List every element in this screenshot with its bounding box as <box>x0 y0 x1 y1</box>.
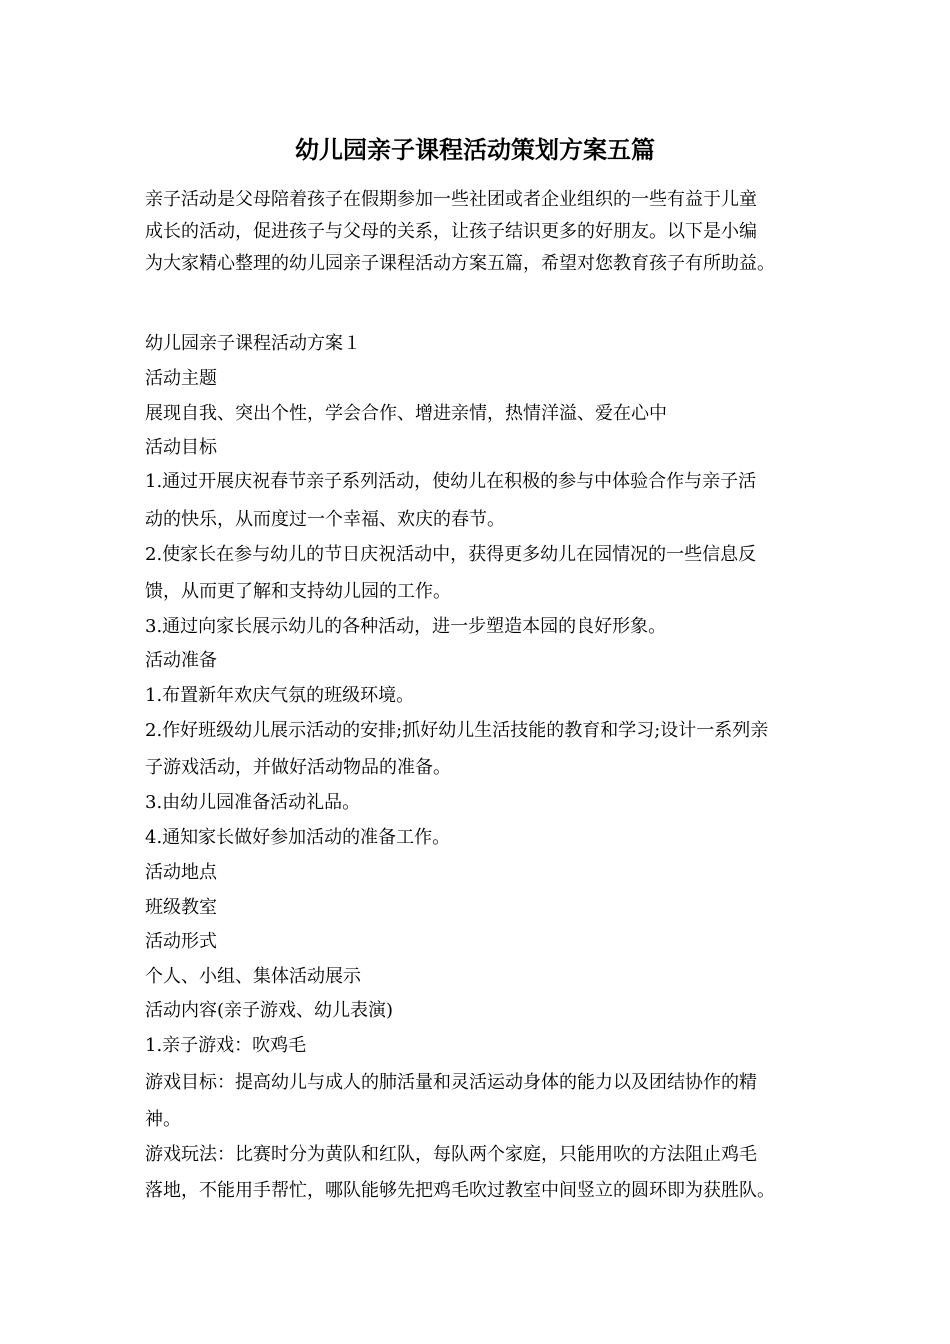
body-line: 1.亲子游戏：吹鸡毛 <box>145 1035 307 1056</box>
intro-line: 亲子活动是父母陪着孩子在假期参加一些社团或者企业组织的一些有益于儿童 <box>145 189 757 210</box>
body-line: 班级教室 <box>145 897 217 918</box>
subheading: 活动内容(亲子游戏、幼儿表演) <box>145 1000 394 1021</box>
subheading: 活动准备 <box>145 650 217 671</box>
intro-paragraph <box>145 184 815 280</box>
body-line: 1.布置新年欢庆气氛的班级环境。 <box>145 685 415 706</box>
subheading: 活动地点 <box>145 862 217 883</box>
intro-line: 为大家精心整理的幼儿园亲子课程活动方案五篇，希望对您教育孩子有所助益。 <box>145 253 775 274</box>
body-line: 2.作好班级幼儿展示活动的安排;抓好幼儿生活技能的教育和学习;设计一系列亲 <box>145 720 769 741</box>
body-line: 游戏玩法：比赛时分为黄队和红队，每队两个家庭，只能用吹的方法阻止鸡毛 <box>145 1144 757 1165</box>
body-line: 神。 <box>145 1109 181 1130</box>
body-line: 3.由幼儿园准备活动礼品。 <box>145 792 361 813</box>
intro-line: 成长的活动，促进孩子与父母的关系，让孩子结识更多的好朋友。以下是小编 <box>145 221 757 242</box>
body-line: 落地，不能用手帮忙，哪队能够先把鸡毛吹过教室中间竖立的圆环即为获胜队。 <box>145 1180 775 1201</box>
body-line: 展现自我、突出个性，学会合作、增进亲情，热情洋溢、爱在心中 <box>145 403 667 424</box>
document-title: 幼儿园亲子课程活动策划方案五篇 <box>295 135 655 164</box>
subheading: 活动目标 <box>145 437 217 458</box>
body-line: 2.使家长在参与幼儿的节日庆祝活动中，获得更多幼儿在园情况的一些信息反 <box>145 544 757 565</box>
body-line: 子游戏活动，并做好活动物品的准备。 <box>145 757 451 778</box>
body-line: 个人、小组、集体活动展示 <box>145 966 361 987</box>
body-line: 动的快乐，从而度过一个幸福、欢庆的春节。 <box>145 509 505 530</box>
section-heading: 幼儿园亲子课程活动方案１ <box>145 333 361 354</box>
body-line: 3.通过向家长展示幼儿的各种活动，进一步塑造本园的良好形象。 <box>145 616 667 637</box>
body-line: 馈，从而更了解和支持幼儿园的工作。 <box>145 581 451 602</box>
body-line: 1.通过开展庆祝春节亲子系列活动，使幼儿在积极的参与中体验合作与亲子活 <box>145 471 757 492</box>
body-line: 游戏目标：提高幼儿与成人的肺活量和灵活运动身体的能力以及团结协作的精 <box>145 1072 757 1093</box>
subheading: 活动主题 <box>145 368 217 389</box>
subheading: 活动形式 <box>145 931 217 952</box>
body-line: 4.通知家长做好参加活动的准备工作。 <box>145 827 451 848</box>
